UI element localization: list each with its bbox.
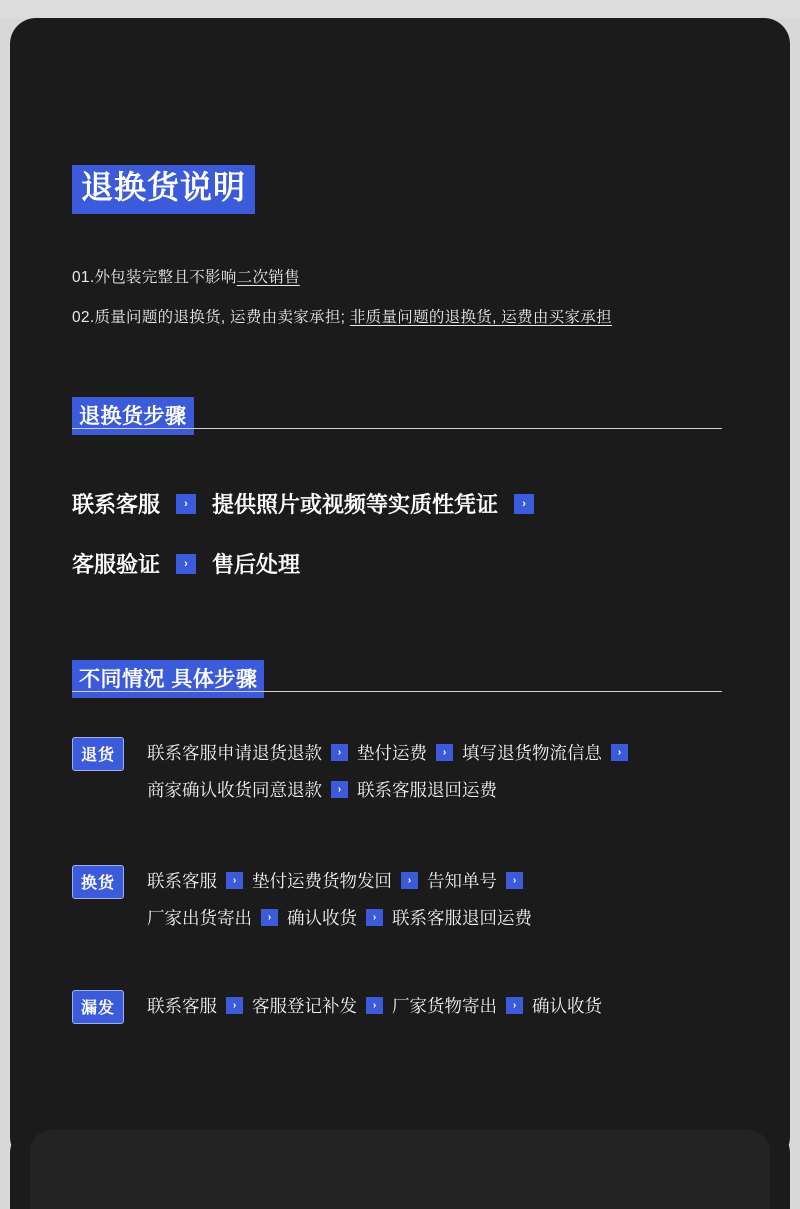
case-exchange-step-4: 厂家出货寄出	[147, 908, 252, 928]
case-exchange-line-1	[147, 868, 532, 893]
case-missing-step-3: 厂家货物寄出	[392, 996, 497, 1016]
step-service-verify: 客服验证	[72, 552, 161, 577]
case-return-step-5: 联系客服退回运费	[357, 780, 497, 800]
case-exchange-step-5: 确认收货	[287, 908, 357, 928]
steps-row-1	[72, 488, 550, 519]
section-rule-2	[72, 691, 722, 692]
case-return-line-2	[147, 777, 497, 802]
chevron-right-icon: ›	[401, 872, 418, 889]
case-exchange-step-1: 联系客服	[147, 871, 217, 891]
section-heading-steps	[72, 397, 194, 435]
chevron-right-icon: ›	[366, 909, 383, 926]
chevron-right-icon: ›	[176, 494, 196, 514]
chevron-right-icon: ›	[331, 744, 348, 761]
case-exchange-step-2: 垫付运费货物发回	[252, 871, 392, 891]
case-exchange-line-2	[147, 905, 532, 930]
case-return-step-1: 联系客服申请退货退款	[147, 743, 322, 763]
step-provide-evidence: 提供照片或视频等实质性凭证	[212, 492, 499, 517]
case-return-step-2: 垫付运费	[357, 743, 427, 763]
chevron-right-icon: ›	[436, 744, 453, 761]
case-missing-step-4: 确认收货	[532, 996, 602, 1016]
case-return-line-1	[147, 740, 637, 765]
case-missing-line-1	[147, 993, 602, 1018]
case-tag-return: 退货	[72, 737, 124, 771]
chevron-right-icon: ›	[226, 997, 243, 1014]
case-exchange-step-6: 联系客服退回运费	[392, 908, 532, 928]
steps-row-2	[72, 548, 300, 579]
chevron-right-icon: ›	[176, 554, 196, 574]
chevron-right-icon: ›	[261, 909, 278, 926]
case-missing-step-1: 联系客服	[147, 996, 217, 1016]
case-missing-step-2: 客服登记补发	[252, 996, 357, 1016]
case-return-step-4: 商家确认收货同意退款	[147, 780, 322, 800]
chevron-right-icon: ›	[611, 744, 628, 761]
chevron-right-icon: ›	[506, 872, 523, 889]
case-exchange-step-3: 告知单号	[427, 871, 497, 891]
chevron-right-icon: ›	[506, 997, 523, 1014]
chevron-right-icon: ›	[226, 872, 243, 889]
step-after-sales-process: 售后处理	[212, 552, 301, 577]
chevron-right-icon: ›	[331, 781, 348, 798]
chevron-right-icon: ›	[366, 997, 383, 1014]
section-heading-steps-label: 退换货步骤	[72, 397, 194, 435]
note-line-2: 02.质量问题的退换货, 运费由卖家承担; 非质量问题的退换货, 运费由买家承担	[72, 309, 612, 326]
case-tag-exchange: 换货	[72, 865, 124, 899]
case-return-step-3: 填写退货物流信息	[462, 743, 602, 763]
page-title: 退换货说明	[72, 165, 255, 214]
chevron-right-icon: ›	[514, 494, 534, 514]
section-rule-1	[72, 428, 722, 429]
note-line-1: 01.外包装完整且不影响二次销售	[72, 269, 300, 286]
section-heading-cases-label: 不同情况 具体步骤	[72, 660, 264, 698]
case-tag-missing: 漏发	[72, 990, 124, 1024]
step-contact-service: 联系客服	[72, 492, 161, 517]
section-heading-cases	[72, 660, 264, 698]
